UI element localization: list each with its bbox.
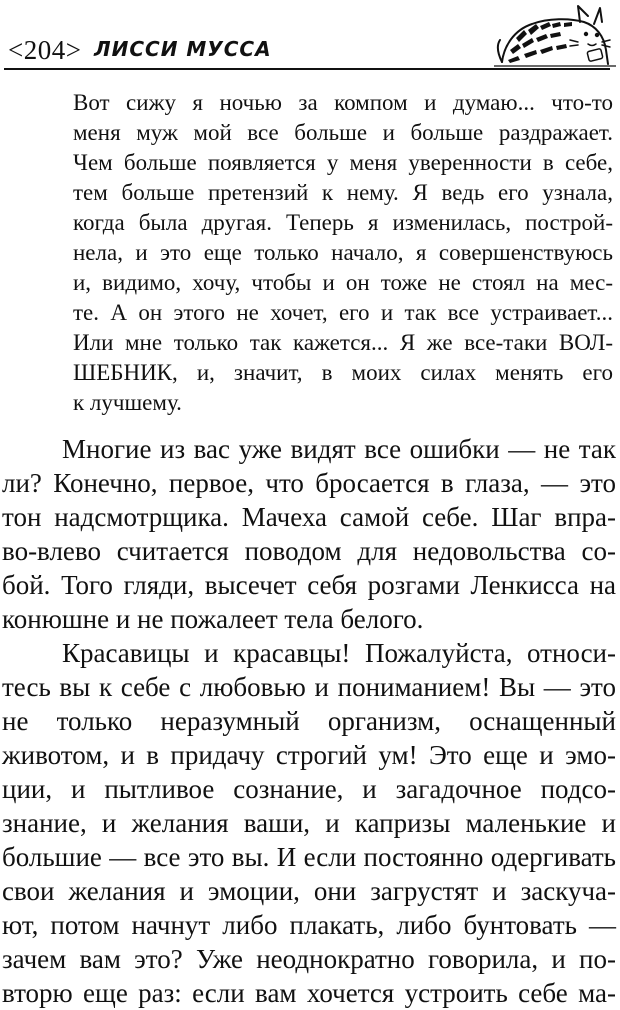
quote-line: Вот сижу я ночью за компом и думаю... что-то: [73, 90, 613, 115]
quote-line: те. А он этого не хочет, его и так все устраивает...: [73, 300, 613, 325]
quote-line: к лучшему.: [73, 390, 182, 415]
quote-line: меня муж мой все больше и больше раздражает.: [73, 120, 613, 145]
quote-line: нела, и это еще только начало, я совершенствуюсь: [73, 240, 613, 265]
body-text: [2, 432, 616, 1010]
body-line: Многие из вас уже видят все ошибки — не так: [62, 434, 616, 464]
quoted-letter: [73, 88, 613, 418]
quote-line: когда была другая. Теперь я изменилась, построй-: [73, 210, 613, 235]
quote-line: Чем больше появляется у меня уверенности в себе,: [73, 150, 613, 175]
striped-cat-icon: [494, 0, 616, 68]
quote-line: Или мне только так кажется... Я же все-таки ВОЛ-: [73, 330, 613, 355]
page-number: <204>: [8, 35, 82, 65]
body-line: во-влево считается поводом для недовольства со-: [2, 536, 616, 566]
body-line: конюшне и не пожалеет тела белого.: [2, 604, 424, 634]
quote-line: тем больше претензий к нему. Я ведь его узнала,: [73, 180, 613, 205]
body-line: не только неразумный организм, оснащенный: [2, 706, 616, 736]
body-line: ли? Конечно, первое, что бросается в глаза, — это: [2, 468, 616, 498]
body-line: знание, и желания ваши, и капризы маленькие и: [2, 808, 616, 838]
quote-line: и, видимо, хочу, чтобы и он тоже не стоял на мес-: [73, 270, 613, 295]
body-line: бой. Того гляди, высечет себя розгами Ленкисса на: [2, 570, 616, 600]
header-rule: [4, 68, 610, 70]
body-line: тон надсмотрщика. Мачеха самой себе. Шаг впра-: [2, 502, 616, 532]
body-line: животом, и в придачу строгий ум! Это еще и эмо-: [2, 740, 616, 770]
quote-line: ШЕБНИК, и, значит, в моих силах менять его: [73, 360, 613, 385]
body-line: ции, и пытливое сознание, и загадочное подсо-: [2, 774, 616, 804]
body-line: свои желания и эмоции, они загрустят и заскуча-: [2, 876, 616, 906]
body-line: ют, потом начнут либо плакать, либо бунтовать —: [2, 910, 616, 940]
body-line: большие — все это вы. И если постоянно одергивать: [2, 842, 616, 872]
body-line: вторю еще раз: если вам хочется устроить себе ма-: [2, 978, 616, 1008]
running-title: ЛИССИ МУССА: [94, 37, 272, 61]
body-line: зачем вам это? Уже неоднократно говорила, и по-: [2, 944, 616, 974]
body-line: Красавицы и красавцы! Пожалуйста, относи-: [62, 638, 616, 668]
page-header: [0, 0, 620, 78]
body-line: тесь вы к себе с любовью и пониманием! Вы — это: [2, 672, 616, 702]
